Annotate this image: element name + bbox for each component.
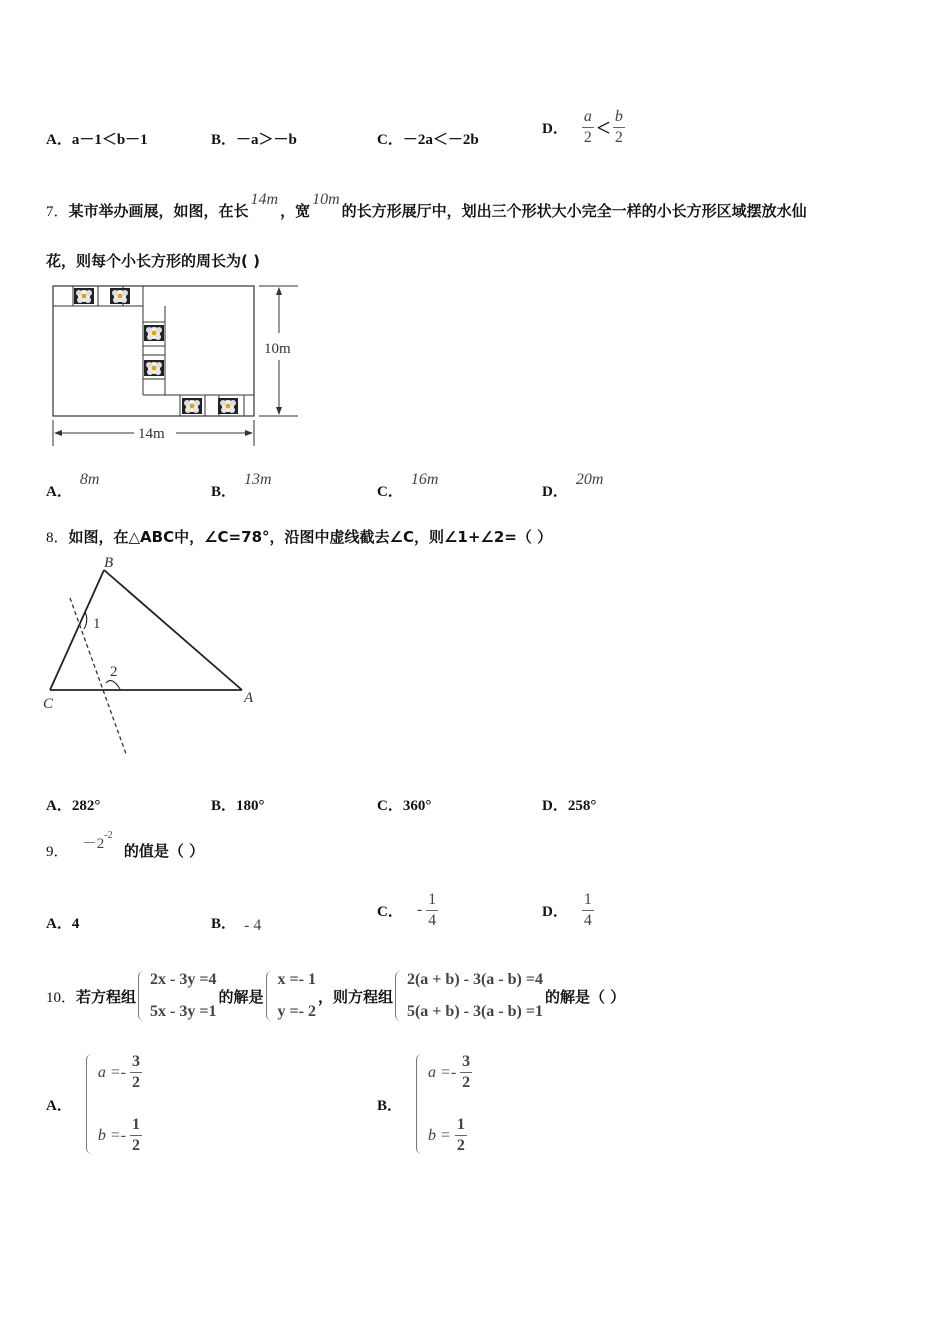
stem-text: ，宽 — [280, 202, 311, 220]
q9-option-d[interactable] — [542, 886, 594, 934]
option-text: －a＞－b — [236, 132, 297, 148]
stem-text: 花，则每个小长方形的周长为( ) — [46, 252, 260, 270]
stem-text: 如图，在△ABC中，∠C=78°，沿图中虚线截去∠C，则∠1+∠2=（ ） — [68, 528, 553, 546]
q10-option-b[interactable] — [377, 1052, 472, 1156]
height-label: 10m — [264, 341, 291, 357]
numerator: a — [582, 109, 594, 128]
option-letter: B． — [211, 484, 237, 500]
relation: ＜ — [595, 120, 611, 137]
equation — [428, 1117, 472, 1154]
q8-option-a[interactable] — [46, 794, 100, 815]
equation: 5(a + b) - 3(a - b) =1 — [406, 1003, 543, 1020]
equation: 2x - 3y =4 — [150, 971, 217, 988]
q6-option-c[interactable] — [377, 128, 479, 149]
lhs: a =- — [97, 1063, 126, 1081]
denominator: 2 — [614, 128, 623, 146]
flower-icon — [74, 288, 94, 304]
numerator: 1 — [455, 1117, 467, 1136]
q8-stem — [46, 526, 552, 547]
width-value: 10m — [312, 191, 340, 208]
equation: x =- 1 — [277, 971, 316, 988]
option-letter: B． — [377, 1097, 403, 1114]
option-text: a－1＜b－1 — [71, 132, 148, 148]
option-text: －2a＜－2b — [402, 132, 479, 148]
denominator: 2 — [131, 1137, 140, 1154]
equation-system-2 — [395, 971, 543, 1021]
q9-option-a[interactable] — [46, 912, 79, 933]
minus-sign: - — [416, 901, 423, 918]
denominator: 2 — [462, 1074, 471, 1091]
equation: y =- 2 — [277, 1003, 316, 1020]
option-value: 13m — [244, 471, 272, 488]
fraction-b-over-2 — [613, 109, 625, 146]
option-letter: D． — [542, 120, 568, 137]
stem-text: 若方程组 — [76, 987, 137, 1006]
flower-icon — [182, 398, 202, 414]
answer-system-a — [86, 1054, 142, 1154]
fraction-one-quarter — [426, 892, 438, 929]
fraction — [130, 1054, 142, 1091]
numerator: b — [613, 109, 625, 128]
q7-stem-line2 — [46, 250, 260, 271]
equation — [98, 1117, 142, 1154]
option-letter: C． — [377, 798, 403, 814]
stem-text: 的解是（ ） — [544, 987, 626, 1006]
equation: 2(a + b) - 3(a - b) =4 — [406, 971, 543, 988]
q9-option-c[interactable] — [377, 886, 438, 934]
option-letter: D． — [542, 484, 568, 500]
fraction-a-over-2 — [582, 109, 594, 146]
q7-hall-figure — [46, 278, 306, 448]
q9-stem — [46, 830, 205, 861]
q7-stem-line1 — [46, 191, 807, 221]
option-value: 16m — [410, 471, 439, 488]
power-exponent: -2 — [104, 830, 113, 841]
option-value: - 4 — [244, 917, 262, 934]
denominator: 4 — [583, 911, 592, 929]
option-letter: A． — [46, 484, 72, 500]
q7-option-b[interactable] — [211, 471, 272, 501]
flower-icon — [110, 288, 130, 304]
lhs: a =- — [428, 1063, 457, 1081]
equation — [98, 1054, 142, 1091]
stem-text: 的解是 — [218, 987, 264, 1006]
brace — [266, 971, 275, 1021]
lhs: b = — [428, 1126, 451, 1144]
stem-text: 某市举办画展，如图，在长 — [68, 202, 249, 220]
q7-option-d[interactable] — [542, 471, 604, 501]
flower-icon — [218, 398, 238, 414]
option-value: 20m — [575, 471, 604, 488]
q6-option-d[interactable] — [542, 104, 625, 150]
q7-option-c[interactable] — [377, 471, 439, 501]
option-letter: A． — [46, 798, 72, 814]
question-number: 8． — [46, 530, 69, 546]
q8-option-b[interactable] — [211, 794, 265, 815]
q6-option-a[interactable] — [46, 128, 148, 149]
option-letter: A． — [46, 1097, 72, 1114]
angle-1-label: 1 — [93, 616, 101, 632]
question-number: 7． — [46, 204, 69, 220]
solution-system-1 — [266, 971, 316, 1021]
numerator: 1 — [582, 892, 594, 911]
lhs: b =- — [97, 1126, 126, 1144]
q8-triangle-figure — [40, 552, 280, 762]
vertex-b-label: B — [104, 555, 114, 571]
option-value: 8m — [79, 471, 100, 488]
brace — [138, 971, 147, 1021]
option-value: 180° — [236, 798, 265, 814]
option-letter: C． — [377, 484, 403, 500]
denominator: 2 — [456, 1137, 465, 1154]
option-letter: C． — [377, 903, 403, 920]
numerator: 3 — [460, 1054, 472, 1073]
denominator: 2 — [583, 128, 592, 146]
option-letter: A． — [46, 132, 72, 148]
option-value: 258° — [567, 798, 597, 814]
option-letter: C． — [377, 132, 403, 148]
q9-option-b[interactable] — [211, 912, 261, 933]
q7-option-a[interactable] — [46, 471, 100, 501]
denominator: 2 — [131, 1074, 140, 1091]
equation-system-1 — [138, 971, 216, 1021]
brace — [86, 1054, 95, 1154]
brace — [416, 1054, 425, 1154]
fraction — [130, 1117, 142, 1154]
option-letter: D． — [542, 798, 568, 814]
option-value: 360° — [402, 798, 432, 814]
fraction-one-quarter — [582, 892, 594, 929]
length-value: 14m — [250, 191, 279, 208]
q8-option-c[interactable] — [377, 794, 431, 815]
answer-system-b — [416, 1054, 472, 1154]
vertex-a-label: A — [244, 690, 254, 706]
numerator: 1 — [426, 892, 438, 911]
stem-text: 的值是（ ） — [123, 842, 205, 860]
question-number: 9． — [46, 844, 69, 860]
stem-text: 的长方形展厅中，划出三个形状大小完全一样的小长方形区域摆放水仙 — [341, 202, 807, 220]
numerator: 1 — [130, 1117, 142, 1136]
option-letter: B． — [211, 916, 237, 932]
option-value: 282° — [71, 798, 101, 814]
option-letter: B． — [211, 798, 237, 814]
vertex-c-label: C — [43, 696, 54, 712]
option-value: 4 — [71, 916, 80, 932]
fraction — [455, 1117, 467, 1154]
angle-2-label: 2 — [110, 664, 118, 680]
denominator: 4 — [428, 911, 437, 929]
q10-stem — [46, 968, 625, 1024]
numerator: 3 — [130, 1054, 142, 1073]
brace — [395, 971, 404, 1021]
width-label: 14m — [138, 426, 165, 442]
equation: 5x - 3y =1 — [150, 1003, 217, 1020]
q10-option-a[interactable] — [46, 1052, 142, 1156]
option-letter: D． — [542, 903, 568, 920]
equation — [428, 1054, 472, 1091]
fraction — [460, 1054, 472, 1091]
flower-icon — [144, 360, 164, 376]
power-base: －2 — [81, 836, 105, 852]
q8-option-d[interactable] — [542, 794, 596, 815]
option-letter: A． — [46, 916, 72, 932]
stem-text: ，则方程组 — [317, 987, 393, 1006]
option-letter: B． — [211, 132, 237, 148]
q6-option-b[interactable] — [211, 128, 297, 149]
question-number: 10． — [46, 989, 77, 1006]
flower-icon — [144, 325, 164, 341]
